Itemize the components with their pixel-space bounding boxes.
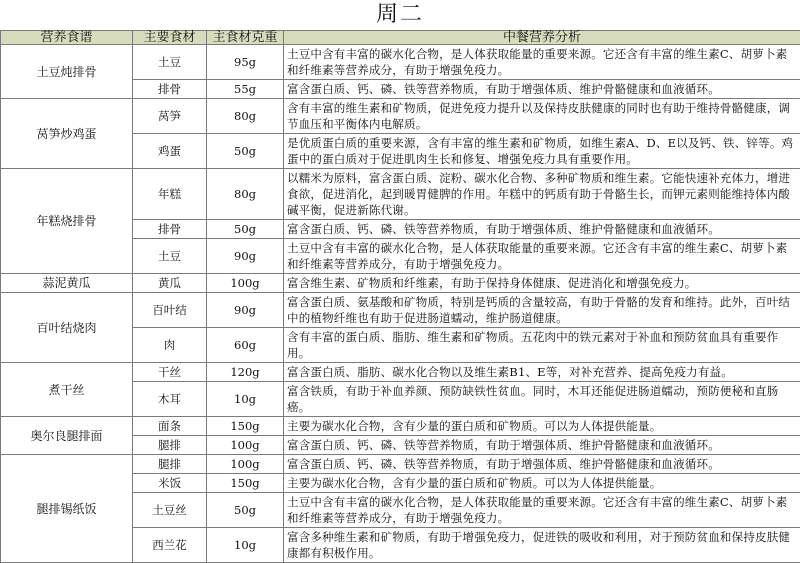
analysis-cell: 主要为碳水化合物，含有少量的蛋白质和矿物质。可以为人体提供能量。 (284, 474, 800, 493)
weight-cell: 120g (207, 363, 284, 382)
analysis-cell: 土豆中含有丰富的碳水化合物，是人体获取能量的重要来源。它还含有丰富的维生素C、胡萝卜素和纤维素等营养成分，有助于增强免疫力。 (284, 45, 800, 80)
table-body (1, 45, 800, 563)
dish-name: 年糕烧排骨 (1, 169, 133, 274)
ingredient-cell: 土豆 (133, 45, 207, 80)
ingredient-cell: 土豆 (133, 239, 207, 274)
ingredient-cell: 黄瓜 (133, 274, 207, 293)
ingredient-cell: 木耳 (133, 382, 207, 417)
weight-cell: 100g (207, 274, 284, 293)
table-row (1, 455, 800, 474)
weight-cell: 50g (207, 220, 284, 239)
table-row (1, 45, 800, 80)
weight-cell: 80g (207, 169, 284, 220)
table-row (1, 363, 800, 382)
ingredient-cell: 肉 (133, 328, 207, 363)
weight-cell: 150g (207, 474, 284, 493)
analysis-cell: 富含多种维生素和矿物质，有助于增强免疫力，促进铁的吸收和利用，对于预防贫血和保持皮肤健康都有积极作用。 (284, 528, 800, 563)
ingredient-cell: 米饭 (133, 474, 207, 493)
ingredient-cell: 排骨 (133, 80, 207, 99)
table-row (1, 293, 800, 328)
analysis-cell: 主要为碳水化合物，含有少量的蛋白质和矿物质。可以为人体提供能量。 (284, 417, 800, 436)
analysis-cell: 富含蛋白质、氨基酸和矿物质，特别是钙质的含量较高，有助于骨骼的发育和维持。此外，百叶结中的植物纤维也有助于促进肠道蠕动，维护肠道健康。 (284, 293, 800, 328)
ingredient-cell: 腿排 (133, 436, 207, 455)
weight-cell: 55g (207, 80, 284, 99)
weight-cell: 90g (207, 293, 284, 328)
weight-cell: 100g (207, 436, 284, 455)
dish-name: 奥尔良腿排面 (1, 417, 133, 455)
analysis-cell: 含有丰富的蛋白质、脂肪、维生素和矿物质。五花肉中的铁元素对于补血和预防贫血具有重要作用。 (284, 328, 800, 363)
analysis-cell: 含有丰富的维生素和矿物质，促进免疫力提升以及保持皮肤健康的同时也有助于维持骨骼健康，调节血压和平衡体内电解质。 (284, 99, 800, 134)
analysis-cell: 是优质蛋白质的重要来源，含有丰富的维生素和矿物质，如维生素A、D、E以及钙、铁、锌等。鸡蛋中的蛋白质对于促进肌肉生长和修复、增强免疫力具有重要作用。 (284, 134, 800, 169)
weight-cell: 60g (207, 328, 284, 363)
ingredient-cell: 百叶结 (133, 293, 207, 328)
analysis-cell: 富含蛋白质、钙、磷、铁等营养物质，有助于增强体质、维护骨骼健康和血液循环。 (284, 80, 800, 99)
analysis-cell: 富含蛋白质、脂肪、碳水化合物以及维生素B1、E等，对补充营养、提高免疫力有益。 (284, 363, 800, 382)
header-row (1, 31, 800, 45)
weight-cell: 10g (207, 528, 284, 563)
ingredient-cell: 土豆丝 (133, 493, 207, 528)
analysis-cell: 以糯米为原料，富含蛋白质、淀粉、碳水化合物、多种矿物质和维生素。它能快速补充体力，增进食欲，促进消化，起到暖胃健脾的作用。年糕中的钙质有助于骨骼生长，而钾元素则能维持体内酸碱平衡，促进新陈代谢。 (284, 169, 800, 220)
ingredient-cell: 排骨 (133, 220, 207, 239)
nutrition-table (0, 30, 800, 563)
analysis-cell: 土豆中含有丰富的碳水化合物，是人体获取能量的重要来源。它还含有丰富的维生素C、胡萝卜素和纤维素等营养成分，有助于增强免疫力。 (284, 493, 800, 528)
dish-name: 百叶结烧肉 (1, 293, 133, 363)
analysis-cell: 富含铁质，有助于补血养颜、预防缺铁性贫血。同时，木耳还能促进肠道蠕动，预防便秘和直肠癌。 (284, 382, 800, 417)
ingredient-cell: 鸡蛋 (133, 134, 207, 169)
dish-name: 土豆炖排骨 (1, 45, 133, 99)
analysis-cell: 富含蛋白质、钙、磷、铁等营养物质，有助于增强体质、维护骨骼健康和血液循环。 (284, 220, 800, 239)
ingredient-cell: 年糕 (133, 169, 207, 220)
ingredient-cell: 面条 (133, 417, 207, 436)
header-ingredient: 主要食材 (133, 31, 207, 45)
table-row (1, 274, 800, 293)
weight-cell: 10g (207, 382, 284, 417)
weight-cell: 50g (207, 134, 284, 169)
ingredient-cell: 西兰花 (133, 528, 207, 563)
header-analysis: 中餐营养分析 (284, 31, 800, 45)
weight-cell: 150g (207, 417, 284, 436)
ingredient-cell: 干丝 (133, 363, 207, 382)
header-recipe: 营养食谱 (1, 31, 133, 45)
weight-cell: 95g (207, 45, 284, 80)
page-title: 周二 (0, 0, 800, 30)
dish-name: 腿排锡纸饭 (1, 455, 133, 563)
weight-cell: 80g (207, 99, 284, 134)
dish-name: 莴笋炒鸡蛋 (1, 99, 133, 169)
weight-cell: 50g (207, 493, 284, 528)
analysis-cell: 土豆中含有丰富的碳水化合物，是人体获取能量的重要来源。它还含有丰富的维生素C、胡萝卜素和纤维素等营养成分，有助于增强免疫力。 (284, 239, 800, 274)
header-weight: 主食材克重 (207, 31, 284, 45)
dish-name: 煮干丝 (1, 363, 133, 417)
weight-cell: 100g (207, 455, 284, 474)
ingredient-cell: 莴笋 (133, 99, 207, 134)
dish-name: 蒜泥黄瓜 (1, 274, 133, 293)
table-row (1, 417, 800, 436)
analysis-cell: 富含维生素、矿物质和纤维素，有助于保持身体健康、促进消化和增强免疫力。 (284, 274, 800, 293)
weight-cell: 90g (207, 239, 284, 274)
analysis-cell: 富含蛋白质、钙、磷、铁等营养物质，有助于增强体质、维护骨骼健康和血液循环。 (284, 455, 800, 474)
ingredient-cell: 腿排 (133, 455, 207, 474)
table-row (1, 99, 800, 134)
table-row (1, 169, 800, 220)
analysis-cell: 富含蛋白质、钙、磷、铁等营养物质，有助于增强体质、维护骨骼健康和血液循环。 (284, 436, 800, 455)
